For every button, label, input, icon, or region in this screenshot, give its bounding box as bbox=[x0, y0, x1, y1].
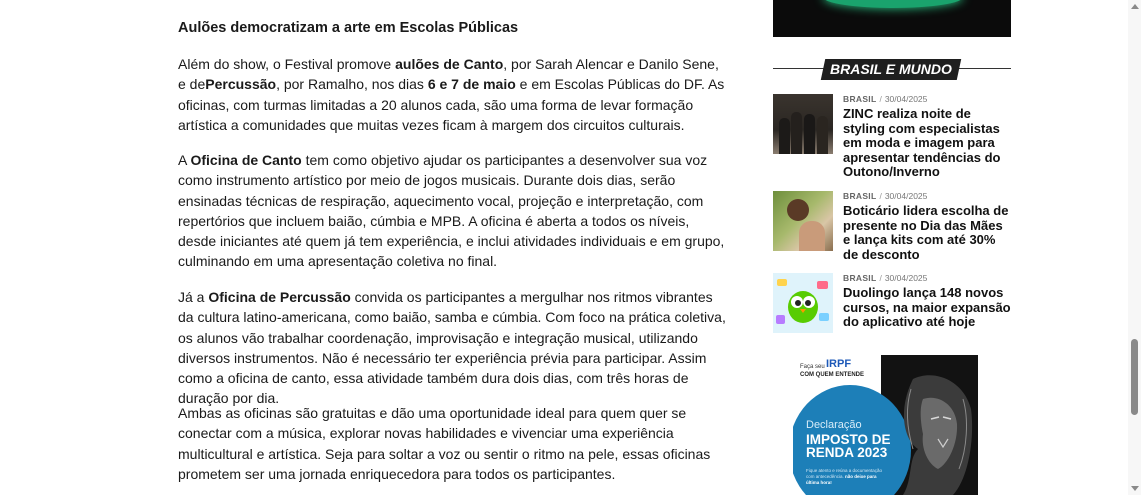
sidebar bbox=[773, 0, 1011, 495]
irpf-ad-banner[interactable] bbox=[793, 355, 978, 495]
news-thumbnail[interactable] bbox=[773, 94, 833, 154]
duolingo-owl-icon bbox=[773, 273, 833, 333]
person-silhouette bbox=[804, 114, 815, 154]
paragraph-auloes: Além do show, o Festival promove aulões de Canto, por Sarah Alencar e Danilo Sene, e dePercussão, por Ramalho, nos dias 6 e 7 de maio e em Escolas Públicas do DF. As oficinas, com turmas limitadas a 20 alunos cada, são uma forma de levar formação artística a comunidades que muitas vezes ficam à margem dos circuitos culturais. bbox=[178, 56, 725, 133]
person-silhouette bbox=[817, 116, 828, 154]
paragraph-oficina-canto: A Oficina de Canto tem como objetivo ajudar os participantes a desenvolver sua voz como instrumento artístico por meio de jogos musicais. Durante dois dias, serão ensinadas técnicas de respiração, aquecimento vocal, projeção e interpretação, com repertórios que incluem baião, cúmbia e MPB. A oficina é aberta a todos os níveis, desde iniciantes até quem já tem experiência, e inclui atividades individuais e em grupo, culminando em uma apresentação coletiva no final. bbox=[178, 152, 725, 270]
section-heading: Aulões democratizam a arte em Escolas Públicas bbox=[178, 20, 519, 36]
ad-irpf-logo: IRPF bbox=[826, 358, 852, 370]
scroll-down-arrow-icon[interactable] bbox=[1131, 486, 1139, 491]
scroll-up-arrow-icon[interactable] bbox=[1131, 4, 1139, 9]
news-thumbnail[interactable] bbox=[773, 191, 833, 251]
top-banner-ad[interactable] bbox=[773, 0, 1011, 37]
person-silhouette bbox=[791, 112, 802, 154]
news-meta: BRASIL / 30/04/2025 bbox=[843, 94, 928, 104]
person-silhouette bbox=[779, 118, 790, 154]
lion-icon bbox=[883, 369, 975, 495]
scrollbar-thumb[interactable] bbox=[1131, 339, 1138, 415]
child-figure bbox=[799, 221, 825, 251]
news-meta: BRASIL / 30/04/2025 bbox=[843, 191, 928, 201]
ad-declaracao: Declaração bbox=[806, 419, 862, 431]
news-title[interactable]: Duolingo lança 148 novos cursos, na maior expansão do aplicativo até hoje bbox=[843, 285, 1011, 330]
paragraph-oficina-percussao: Já a Oficina de Percussão convida os participantes a mergulhar nos ritmos vibrantes da cultura latino-americana, como baião, samba e cúmbia. Com foco na prática coletiva, os alunos vão trabalhar coordenação, improvisação e integração musical, utilizando diversos instrumentos. Não é necessário ter experiência prévia para participar. Assim como a oficina de canto, essa atividade também dura dois dias, com três horas de duração por dia. bbox=[178, 289, 726, 407]
news-title[interactable]: ZINC realiza noite de styling com especialistas em moda e imagem para apresentar tendências do Outono/Inverno bbox=[843, 106, 1001, 180]
news-title[interactable]: Boticário lidera escolha de presente no Dia das Mães e lança kits com até 30% de desconto bbox=[843, 203, 1009, 262]
section-title-badge[interactable]: BRASIL E MUNDO bbox=[821, 59, 961, 80]
ad-fine-print: Fique atento e reúna a documentação com antecedência. não deixe para última hora! bbox=[806, 468, 883, 485]
news-meta: BRASIL / 30/04/2025 bbox=[843, 273, 928, 283]
ad-tagline: Faça seu bbox=[800, 364, 825, 370]
banner-glow bbox=[823, 0, 963, 8]
paragraph-conclusao: Ambas as oficinas são gratuitas e dão uma oportunidade ideal para quem quer se conectar com a música, explorar novas habilidades e vivenciar uma experiência multicultural e artística. Seja para soltar a voz ou sentir o ritmo na pele, essas oficinas prometem ser uma jornada enriquecedora para todos os participantes. bbox=[178, 405, 711, 482]
page-scrollbar[interactable] bbox=[1128, 0, 1141, 495]
ad-subtitle: COM QUEM ENTENDE bbox=[800, 372, 865, 378]
ad-headline: IMPOSTO DE RENDA 2023 bbox=[806, 432, 891, 460]
person-head bbox=[787, 199, 809, 221]
news-thumbnail[interactable] bbox=[773, 273, 833, 333]
